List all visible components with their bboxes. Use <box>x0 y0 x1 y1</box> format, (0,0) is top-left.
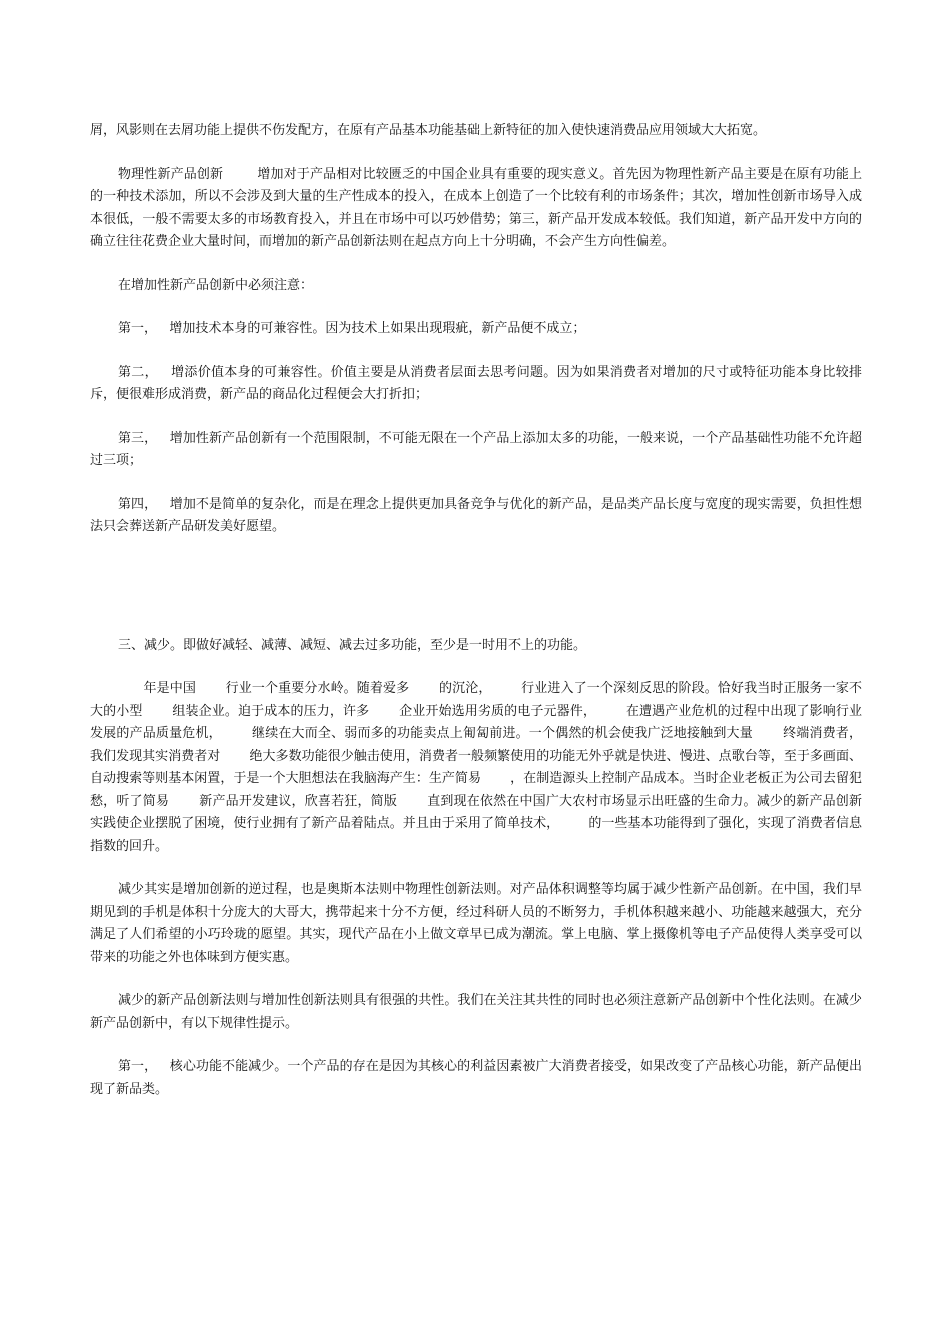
paragraph-vcd-story: 年是中国 行业一个重要分水岭。随着爱多 的沉沦， 行业进入了一个深刻反思的阶段。恰好我当时正服务一家不大的小型 组装企业。迫于成本的压力，许多 企业开始选用劣质的电子元器件， 在遭遇产业危机的过程中出现了影响行业发展的产品质量危机， 继续在大而全、弱而多的功能卖点上匍匐前进。一个偶然的机会使我广泛地接触到大量 终端消费者，我们发现其实消费者对 绝大多数功能很少触击使用，消费者一般频繁使用的功能无外乎就是快进、慢进、点歌台等，至于多画面、自动搜索等则基本闲置，于是一个大胆想法在我脑海产生：生产简易 ，在制造源头上控制产品成本。当时企业老板正为公司去留犯愁，听了简易 新产品开发建议，欣喜若狂，简版 直到现在依然在中国广大农村市场显示出旺盛的生命力。减少的新产品创新实践使企业摆脱了困境，使行业拥有了新产品着陆点。并且由于采用了简单技术， 的一些基本功能得到了强化，实现了消费者信息指数的回升。 <box>90 681 863 854</box>
paragraph-reduce-explained: 减少其实是增加创新的逆过程，也是奥斯本法则中物理性创新法则。对产品体积调整等均属于减少性新产品创新。在中国，我们早期见到的手机是体积十分庞大的大哥大，携带起来十分不方便，经过科研人员的不断努力，手机体积越来越小、功能越来越强大，充分满足了人们希望的小巧玲珑的愿望。其实，现代产品在小上做文章早已成为潮流。掌上电脑、掌上摄像机等电子产品使得人类享受可以带来的功能之外也体味到方便实惠。 <box>90 882 862 965</box>
paragraph-reduce-point-1: 第一， 核心功能不能减少。一个产品的存在是因为其核心的利益因素被广大消费者接受，如果改变了产品核心功能，新产品便出现了新品类。 <box>90 1059 862 1097</box>
paragraph-reduce-commonality: 减少的新产品创新法则与增加性创新法则具有很强的共性。我们在关注其共性的同时也必须注意新产品创新中个性化法则。在减少新产品创新中，有以下规律性提示。 <box>90 993 862 1031</box>
paragraph-continuation: 屑，风影则在去屑功能上提供不伤发配方，在原有产品基本功能基础上新特征的加入使快速消费品应用领域大大拓宽。 <box>90 123 767 138</box>
paragraph-point-3: 第三， 增加性新产品创新有一个范围限制，不可能无限在一个产品上添加太多的功能，一般来说，一个产品基础性功能不允许超过三项； <box>90 430 862 468</box>
paragraph-point-4: 第四， 增加不是简单的复杂化，而是在理念上提供更加具备竞争与优化的新产品，是品类产品长度与宽度的现实需要，负担性想法只会葬送新产品研发美好愿望。 <box>90 496 862 534</box>
paragraph-physical-innovation: 物理性新产品创新 增加对于产品相对比较匮乏的中国企业具有重要的现实意义。首先因为物理性新产品主要是在原有功能上的一种技术添加，所以不会涉及到大量的生产性成本的投入，在成本上创造了一个比较有利的市场条件；其次，增加性创新市场导入成本很低，一般不需要太多的市场教育投入，并且在市场中可以巧妙借势；第三，新产品开发成本较低。我们知道，新产品开发中方向的确立往往花费企业大量时间，而增加的新产品创新法则在起点方向上十分明确，不会产生方向性偏差。 <box>90 166 862 249</box>
document-page <box>90 120 862 1101</box>
paragraph-notes-intro: 在增加性新产品创新中必须注意： <box>118 277 314 293</box>
paragraph-point-1: 第一， 增加技术本身的可兼容性。因为技术上如果出现瑕疵，新产品便不成立； <box>118 321 586 336</box>
section-heading-reduce: 三、减少。即做好减轻、减薄、减短、减去过多功能，至少是一时用不上的功能。 <box>118 637 587 653</box>
paragraph-point-2: 第二， 增添价值本身的可兼容性。价值主要是从消费者层面去思考问题。因为如果消费者对增加的尺寸或特征功能本身比较排斥，便很难形成消费，新产品的商品化过程便会大打折扣； <box>90 364 862 402</box>
